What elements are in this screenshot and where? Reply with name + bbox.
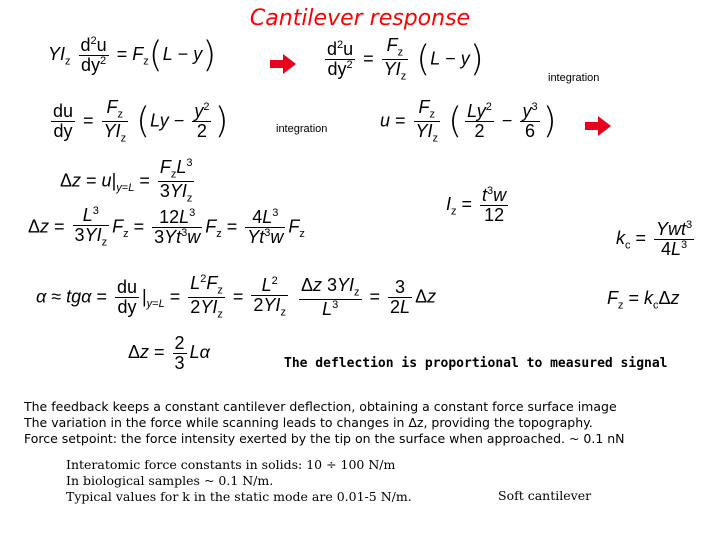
arrow-right-icon — [270, 52, 296, 76]
equation-bending: $YI_z$ $\frac{d^2u}{dy^2}$ = $F_z(L - y)$ — [48, 34, 217, 76]
description-line: Force setpoint: the force intensity exerted by the tip on the surface when approached. ~ 0.1 nN — [24, 431, 625, 446]
soft-cantilever-label: Soft cantilever — [498, 488, 592, 503]
arrow-right-icon — [585, 114, 611, 138]
description-line: The feedback keeps a constant cantilever deflection, obtaining a constant force surface image — [24, 399, 617, 414]
equation-moment-of-inertia: $I_z$ = $\frac{t^3w}{12}$ — [446, 185, 507, 225]
equation-angle: α ≈ tgα = $\frac{du}{dy}$ $|_{y=L}$ = $\frac{L^2F_z}{2YI_z}$ = $\frac{L^2}{2YI_z}$ $\frac{\Delta z 3YI_z}{L^3}$ = $\frac{3}{2L}$ Δz — [36, 273, 437, 321]
equation-dz-expanded: Δz = $\frac{L^3}{3YI_z}$ $F_z$ = $\frac{12L^3}{3Yt^3w}$ $F_z$ = $\frac{4L^3}{Yt^3w}$ $F_z$ — [28, 205, 305, 249]
equation-spring-constant: $k_c$ = $\frac{Ywt^3}{4L^3}$ — [616, 219, 693, 259]
proportionality-statement: The deflection is proportional to measured signal — [284, 356, 668, 371]
equation-slope: $\frac{du}{dy}$ = $\frac{F_z}{YI_z}$ (Ly − $\frac{y^2}{2}$ ) — [53, 97, 229, 145]
integration-label-2: integration — [276, 123, 328, 135]
integration-label-1: integration — [548, 72, 600, 84]
description-paragraph — [24, 399, 625, 447]
equation-dz-at-end: $\Delta z = u|_{y=L}$ = $\frac{F_zL^3}{3YI_z}$ — [60, 157, 193, 205]
page-title: Cantilever response — [249, 6, 471, 31]
description-line: The variation in the force while scanning leads to changes in Δz, providing the topography. — [24, 415, 593, 430]
equation-force-hooke: $F_z = k_c\Delta z$ — [607, 288, 680, 312]
equation-bending-rearranged: $\frac{d^2u}{dy^2}$ = $\frac{F_z}{YI_z}$ (L − y) — [327, 35, 484, 83]
equation-dz-final: Δz = $\frac{2}{3}$ Lα — [128, 333, 210, 373]
force-constant-notes — [66, 457, 412, 505]
note-line: In biological samples ~ 0.1 N/m. — [66, 473, 274, 488]
note-line: Typical values for k in the static mode are 0.01-5 N/m. — [66, 489, 412, 504]
equation-deflection-u: u = $\frac{F_z}{YI_z}$ ( $\frac{Ly^2}{2}$ − $\frac{y^3}{6}$ ) — [380, 97, 557, 145]
note-line: Interatomic force constants in solids: 10 ÷ 100 N/m — [66, 457, 396, 472]
